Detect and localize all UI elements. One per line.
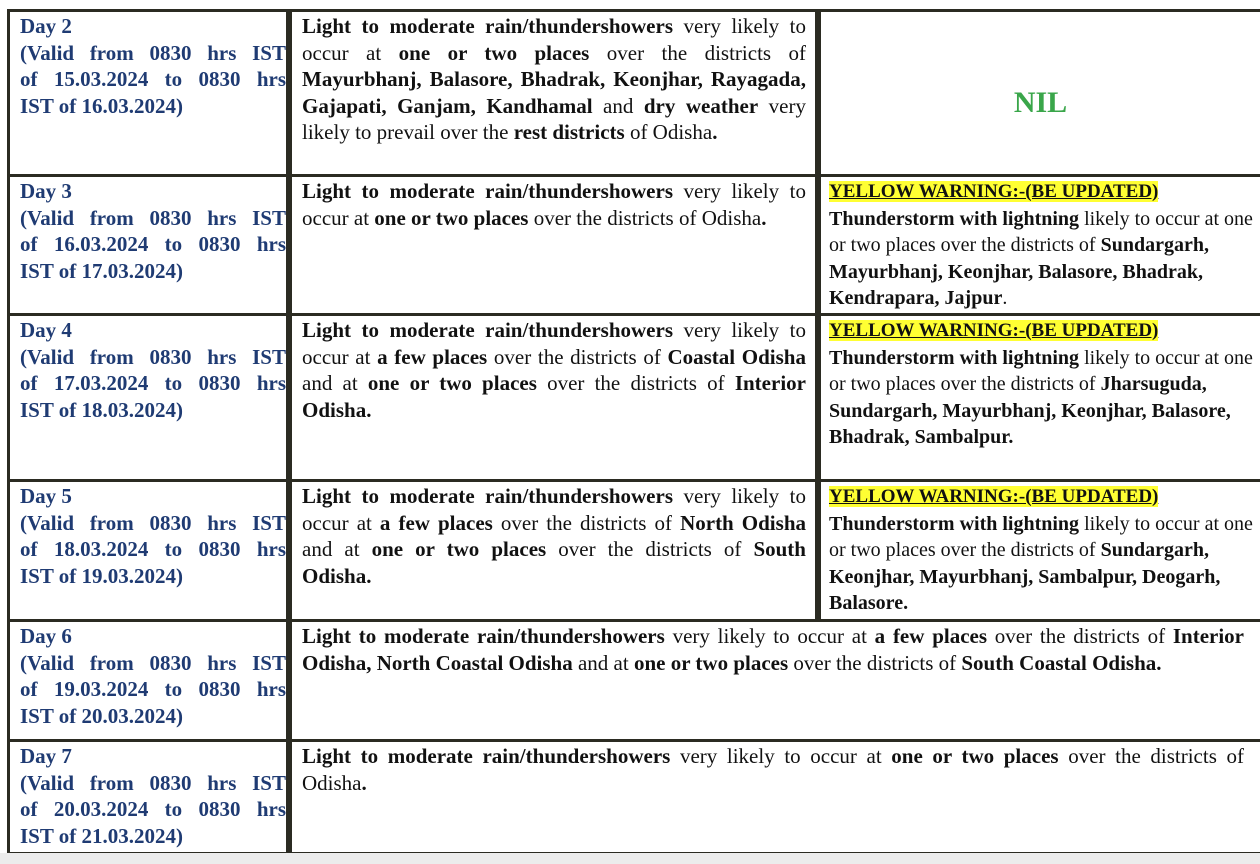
bold-text-run: Light to moderate rain/thundershowers <box>302 14 673 38</box>
table-row-day-6 <box>0 619 1260 742</box>
validity-line: IST of 21.03.2024) <box>20 823 183 848</box>
day-cell <box>7 9 289 177</box>
bold-text-run: a few places <box>379 510 493 535</box>
bold-text-run: Coastal Odisha <box>667 344 806 369</box>
forecast-cell <box>289 619 1260 742</box>
forecast-text <box>292 316 815 423</box>
validity-line: (Valid from 0830 hrs IST <box>20 650 286 675</box>
text-run: and at <box>302 371 368 395</box>
bold-text-run: dry weather <box>643 93 759 118</box>
text-run: very likely to occur at <box>664 624 875 648</box>
text-run: over the districts of Odisha <box>302 744 1244 795</box>
bold-text-run: Light to moderate rain/thundershowers <box>302 484 673 508</box>
text-run: very likely to occur at <box>302 14 806 65</box>
text-run: likely to occur at one or two places over the districts of <box>829 346 1253 395</box>
warning-nil: NIL <box>1013 86 1068 119</box>
table-row-day-3 <box>0 174 1260 316</box>
bold-text-run: South Odisha. <box>302 537 806 588</box>
validity-line: (Valid from 0830 hrs IST <box>20 205 286 230</box>
bold-text-run: . <box>712 120 718 144</box>
warning-text <box>821 316 1260 451</box>
day-label: Day 5 (Valid from 0830 hrs IST of 18.03.2024 to 0830 hrs IST of 19.03.2024) <box>20 484 286 588</box>
text-run: very likely to occur at <box>302 318 806 369</box>
validity-line: IST of 17.03.2024) <box>20 258 183 283</box>
table-row-day-2 <box>0 9 1260 177</box>
text-run: . <box>1002 287 1008 309</box>
bold-text-run: Thunderstorm with lightning <box>829 346 1080 369</box>
bold-text-run: one or two places <box>367 371 537 395</box>
day-cell <box>7 313 289 482</box>
bold-text-run: one or two places <box>371 537 547 561</box>
bold-text-run: Light to moderate rain/thundershowers <box>302 179 673 203</box>
validity-line: IST of 16.03.2024) <box>20 93 183 118</box>
bold-text-run: Sundargarh, Keonjhar, Mayurbhanj, Sambalpur, Deogarh, Balasore. <box>829 539 1221 614</box>
bold-text-run: Jharsuguda, Sundargarh, Mayurbhanj, Keonjhar, Balasore, Bhadrak, Sambalpur. <box>829 373 1231 448</box>
validity-line: (Valid from 0830 hrs IST <box>20 510 286 535</box>
text-run: and at <box>302 537 372 561</box>
validity-line: (Valid from 0830 hrs IST <box>20 344 286 369</box>
validity-line: of 16.03.2024 to 0830 hrs <box>20 232 286 256</box>
warning-text <box>821 482 1260 617</box>
bold-text-run: Light to moderate rain/thundershowers <box>302 744 671 768</box>
text-run: over the districts of <box>589 40 806 65</box>
text-run: and <box>592 93 644 118</box>
warning-cell <box>818 174 1260 316</box>
bold-text-run: . <box>761 205 767 230</box>
text-run: over the districts of Odisha <box>528 205 762 230</box>
validity-line: of 20.03.2024 to 0830 hrs <box>20 797 286 821</box>
day-label: Day 4 (Valid from 0830 hrs IST of 17.03.2024 to 0830 hrs IST of 18.03.2024) <box>20 318 286 422</box>
warning-text <box>821 177 1260 312</box>
validity-line: of 15.03.2024 to 0830 hrs <box>20 67 286 91</box>
bold-text-run: Thunderstorm with lightning <box>829 512 1080 535</box>
bold-text-run: Interior Odisha, North Coastal Odisha <box>302 624 1244 675</box>
day-label: Day 6 (Valid from 0830 hrs IST of 19.03.2024 to 0830 hrs IST of 20.03.2024) <box>20 624 286 728</box>
bold-text-run: one or two places <box>374 205 529 230</box>
day-cell <box>7 174 289 316</box>
day-cell <box>7 619 289 742</box>
forecast-text <box>292 622 1260 676</box>
validity-line: of 19.03.2024 to 0830 hrs <box>20 677 286 701</box>
table-row-day-5 <box>0 479 1260 622</box>
bold-text-run: Thunderstorm with lightning <box>829 207 1080 230</box>
bold-text-run: one or two places <box>633 650 789 675</box>
forecast-text <box>292 742 1260 796</box>
text-run: very likely to occur at <box>302 484 806 535</box>
forecast-cell <box>289 739 1260 855</box>
text-run: very likely to occur at <box>302 179 806 230</box>
validity-line: of 18.03.2024 to 0830 hrs <box>20 537 286 561</box>
validity-line: IST of 18.03.2024) <box>20 397 183 422</box>
table-row-day-4 <box>0 313 1260 482</box>
yellow-warning-label: YELLOW WARNING:-(BE UPDATED) <box>829 486 1159 507</box>
bold-text-run: a few places <box>874 624 988 648</box>
text-run: over the districts of <box>536 371 735 395</box>
forecast-text <box>292 12 815 146</box>
text-run: over the districts of <box>546 537 754 561</box>
forecast-cell <box>289 479 818 622</box>
forecast-cell <box>289 313 818 482</box>
bold-text-run: Sundargarh, Mayurbhanj, Keonjhar, Balasore, Bhadrak, Kendrapara, Jajpur <box>829 234 1209 309</box>
day-cell <box>7 739 289 855</box>
bold-text-run: Mayurbhanj, Balasore, Bhadrak, Keonjhar, Rayagada, Gajapati, Ganjam, Kandhamal <box>302 67 806 118</box>
bold-text-run: Light to moderate rain/thundershowers <box>302 318 673 342</box>
validity-line: IST of 20.03.2024) <box>20 703 183 728</box>
validity-line: of 17.03.2024 to 0830 hrs <box>20 371 286 395</box>
forecast-text <box>292 177 815 231</box>
yellow-warning-label: YELLOW WARNING:-(BE UPDATED) <box>829 181 1159 202</box>
forecast-text <box>292 482 815 589</box>
text-run: likely to occur at one or two places over the districts of <box>829 207 1253 256</box>
bold-text-run: South Coastal Odisha. <box>961 650 1162 675</box>
validity-line: IST of 19.03.2024) <box>20 563 183 588</box>
bold-text-run: a few places <box>377 344 488 369</box>
warning-cell <box>818 9 1260 177</box>
day-cell <box>7 479 289 622</box>
text-run: over the districts of <box>492 510 681 535</box>
text-run: very likely to prevail over the <box>302 93 806 144</box>
bold-text-run: . <box>361 770 367 795</box>
table-row-day-7 <box>0 739 1260 855</box>
validity-line: (Valid from 0830 hrs IST <box>20 770 286 795</box>
text-run: likely to occur at one or two places over the districts of <box>829 512 1253 561</box>
text-run: over the districts of <box>487 344 668 369</box>
day-label: Day 3 (Valid from 0830 hrs IST of 16.03.2024 to 0830 hrs IST of 17.03.2024) <box>20 179 286 283</box>
bold-text-run: Interior Odisha. <box>302 371 806 422</box>
text-run: over the districts of <box>788 650 962 675</box>
text-run: and at <box>572 650 634 675</box>
bold-text-run: North Odisha <box>680 510 806 535</box>
text-run: over the districts of <box>987 624 1173 648</box>
page-bottom-strip <box>0 853 1260 864</box>
bold-text-run: one or two places <box>398 40 590 65</box>
forecast-cell <box>289 9 818 177</box>
text-run: very likely to occur at <box>670 744 892 768</box>
forecast-cell <box>289 174 818 316</box>
bold-text-run: Light to moderate rain/thundershowers <box>302 624 665 648</box>
warning-cell <box>818 479 1260 622</box>
text-run: of Odisha <box>624 120 713 144</box>
validity-line: (Valid from 0830 hrs IST <box>20 40 286 65</box>
bold-text-run: one or two places <box>891 744 1059 768</box>
yellow-warning-label: YELLOW WARNING:-(BE UPDATED) <box>829 320 1159 341</box>
warning-cell <box>818 313 1260 482</box>
day-label: Day 2 (Valid from 0830 hrs IST of 15.03.2024 to 0830 hrs IST of 16.03.2024) <box>20 14 286 118</box>
bold-text-run: rest districts <box>513 120 625 144</box>
day-label: Day 7 (Valid from 0830 hrs IST of 20.03.2024 to 0830 hrs IST of 21.03.2024) <box>20 744 286 848</box>
